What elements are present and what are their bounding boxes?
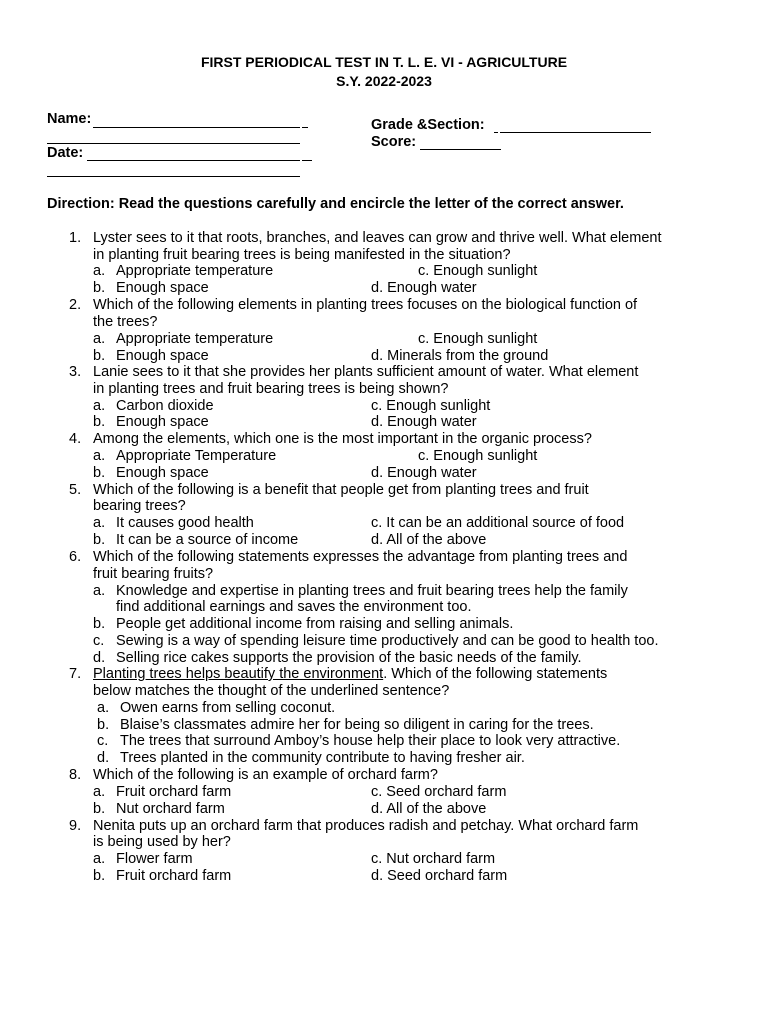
question-text: is being used by her? — [93, 834, 231, 850]
option-letter[interactable]: a. — [93, 331, 106, 347]
question-text: in planting fruit bearing trees is being manifested in the situation? — [93, 247, 511, 263]
option-letter[interactable]: a. — [93, 784, 106, 800]
name-field[interactable] — [93, 127, 300, 128]
option-c[interactable]: c. Enough sunlight — [418, 263, 538, 279]
question-text: Which of the following statements expresses the advantage from planting trees and — [93, 549, 628, 565]
question-number: 9. — [69, 818, 82, 834]
option-text[interactable]: Fruit orchard farm — [116, 868, 232, 884]
option-letter[interactable]: b. — [93, 868, 106, 884]
option-text[interactable]: Enough space — [116, 348, 209, 364]
question-text: Which of the following elements in planting trees focuses on the biological function of — [93, 297, 638, 313]
option-letter[interactable]: a. — [93, 851, 106, 867]
question-text: Lanie sees to it that she provides her plants sufficient amount of water. What element — [93, 364, 639, 380]
option-c[interactable]: c. Enough sunlight — [371, 398, 491, 414]
question-number: 6. — [69, 549, 82, 565]
option-c[interactable]: c. Seed orchard farm — [371, 784, 507, 800]
option-text[interactable]: Enough space — [116, 414, 209, 430]
question-number: 8. — [69, 767, 82, 783]
question-text: bearing trees? — [93, 498, 186, 514]
option-text[interactable]: Enough space — [116, 465, 209, 481]
option-d[interactable]: d. All of the above — [371, 801, 487, 817]
question-text: Nenita puts up an orchard farm that produces radish and petchay. What orchard farm — [93, 818, 639, 834]
question-text: Which of the following is an example of orchard farm? — [93, 767, 438, 783]
option-c[interactable]: c. It can be an additional source of food — [371, 515, 625, 531]
option-d[interactable]: d. Enough water — [371, 465, 477, 481]
option-letter[interactable]: b. — [93, 616, 106, 632]
direction: Direction: Read the questions carefully and encircle the letter of the correct answer. — [47, 196, 624, 212]
question-text: in planting trees and fruit bearing trees is being shown? — [93, 381, 449, 397]
option-text[interactable]: Appropriate temperature — [116, 331, 274, 347]
option-letter[interactable]: b. — [93, 280, 106, 296]
grade-section-label: Grade &Section: — [371, 117, 485, 133]
option-letter[interactable]: a. — [93, 398, 106, 414]
option-letter[interactable]: b. — [93, 465, 106, 481]
question-text-rest: . Which of the following statements — [383, 666, 608, 682]
question-number: 2. — [69, 297, 82, 313]
question-number: 5. — [69, 482, 82, 498]
name-field-tail — [302, 127, 308, 128]
option-letter[interactable]: a. — [93, 448, 106, 464]
option-letter[interactable]: c. — [97, 733, 109, 749]
question-text: Which of the following is a benefit that people get from planting trees and fruit — [93, 482, 589, 498]
date-field[interactable] — [87, 160, 300, 161]
name-label: Name: — [47, 111, 92, 127]
option-d[interactable]: d. All of the above — [371, 532, 487, 548]
question-number: 3. — [69, 364, 82, 380]
option-c[interactable]: c. Enough sunlight — [418, 331, 538, 347]
question-text: Among the elements, which one is the most important in the organic process? — [93, 431, 592, 447]
school-year: S.Y. 2022-2023 — [336, 73, 432, 89]
option-text[interactable]: Knowledge and expertise in planting trees and fruit bearing trees help the family — [116, 583, 628, 599]
option-letter[interactable]: b. — [93, 532, 106, 548]
question-number: 4. — [69, 431, 82, 447]
option-text[interactable]: Appropriate temperature — [116, 263, 274, 279]
option-letter[interactable]: a. — [93, 583, 106, 599]
question-text: fruit bearing fruits? — [93, 566, 214, 582]
score-label: Score: — [371, 134, 417, 150]
name-field-continuation[interactable] — [47, 143, 300, 144]
question-text: the trees? — [93, 314, 158, 330]
option-text[interactable]: Fruit orchard farm — [116, 784, 232, 800]
score-field[interactable] — [420, 149, 501, 150]
option-letter[interactable]: a. — [93, 515, 106, 531]
option-letter[interactable]: d. — [93, 650, 106, 666]
option-letter[interactable]: d. — [97, 750, 110, 766]
date-label: Date: — [47, 145, 84, 161]
option-text[interactable]: Flower farm — [116, 851, 193, 867]
question-number: 1. — [69, 230, 82, 246]
question-number: 7. — [69, 666, 82, 682]
option-text[interactable]: The trees that surround Amboy’s house help their place to look very attractive. — [120, 733, 621, 749]
option-letter[interactable]: b. — [97, 717, 110, 733]
option-text[interactable]: Nut orchard farm — [116, 801, 225, 817]
option-text[interactable]: Selling rice cakes supports the provision of the basic needs of the family. — [116, 650, 582, 666]
option-text[interactable]: People get additional income from raising and selling animals. — [116, 616, 514, 632]
option-d[interactable]: d. Enough water — [371, 280, 477, 296]
option-d[interactable]: d. Minerals from the ground — [371, 348, 549, 364]
option-letter[interactable]: b. — [93, 414, 106, 430]
option-letter[interactable]: c. — [93, 633, 105, 649]
grade-section-field[interactable] — [500, 132, 651, 133]
option-d[interactable]: d. Enough water — [371, 414, 477, 430]
option-text[interactable]: Owen earns from selling coconut. — [120, 700, 336, 716]
option-text[interactable]: Blaise’s classmates admire her for being so diligent in caring for the trees. — [120, 717, 594, 733]
option-c[interactable]: c. Enough sunlight — [418, 448, 538, 464]
option-letter[interactable]: b. — [93, 348, 106, 364]
option-text[interactable]: It can be a source of income — [116, 532, 299, 548]
option-c[interactable]: c. Nut orchard farm — [371, 851, 496, 867]
option-text[interactable]: Carbon dioxide — [116, 398, 214, 414]
option-text[interactable]: It causes good health — [116, 515, 254, 531]
option-letter[interactable]: a. — [97, 700, 110, 716]
date-field-tail — [302, 160, 312, 161]
option-letter[interactable]: a. — [93, 263, 106, 279]
underlined-sentence: Planting trees helps beautify the environment — [93, 666, 384, 682]
question-text: below matches the thought of the underlined sentence? — [93, 683, 450, 699]
option-text[interactable]: Appropriate Temperature — [116, 448, 277, 464]
option-text[interactable]: Trees planted in the community contribute to having fresher air. — [120, 750, 525, 766]
date-field-continuation[interactable] — [47, 176, 300, 177]
option-d[interactable]: d. Seed orchard farm — [371, 868, 508, 884]
question-text: Lyster sees to it that roots, branches, and leaves can grow and thrive well. What element — [93, 230, 662, 246]
page-title: FIRST PERIODICAL TEST IN T. L. E. VI - AGRICULTURE — [200, 54, 568, 70]
question-text — [93, 666, 607, 683]
option-letter[interactable]: b. — [93, 801, 106, 817]
option-text[interactable]: Sewing is a way of spending leisure time productively and can be good to health too. — [116, 633, 659, 649]
option-text-continued[interactable]: find additional earnings and saves the environment too. — [116, 599, 472, 615]
grade-section-field-lead — [494, 132, 498, 133]
option-text[interactable]: Enough space — [116, 280, 209, 296]
